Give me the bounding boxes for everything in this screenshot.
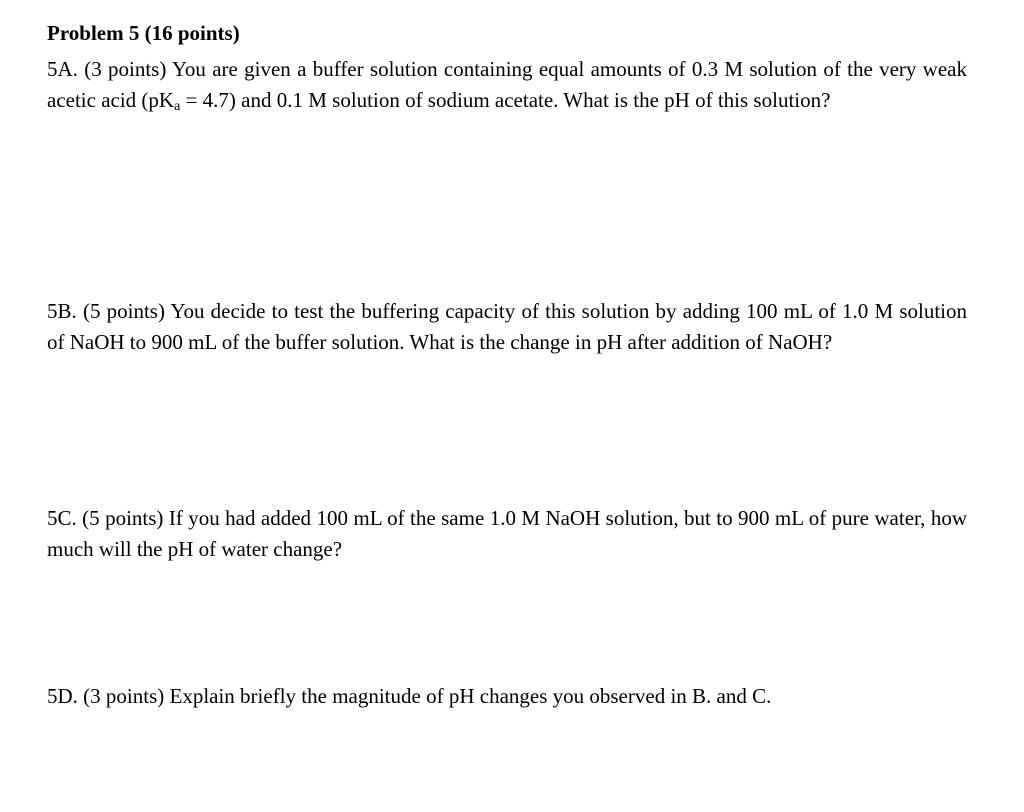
problem-5a-text-end: = 4.7) and 0.1 M solution of sodium acetate. What is the pH of this solution? [180, 88, 831, 112]
problem-5d: 5D. (3 points) Explain briefly the magnitude of pH changes you observed in B. and C. [47, 684, 772, 708]
pka-subscript: a [174, 99, 181, 114]
problem-5b: 5B. (5 points) You decide to test the buffering capacity of this solution by adding 100 mL of 1.0 M solution of NaOH to 900 mL of the buffer solution. What is the change in pH after addition of NaOH? [47, 299, 967, 354]
problem-5a [47, 54, 967, 116]
problem-5c: 5C. (5 points) If you had added 100 mL of the same 1.0 M NaOH solution, but to 900 mL of pure water, how much will the pH of water change? [47, 506, 967, 561]
problem-5a-text-start: 5A. (3 points) You are given a buffer solution containing equal amounts of 0.3 M solution of the very weak acetic acid (pK [47, 57, 967, 112]
problem-title: Problem 5 (16 points) [47, 21, 240, 45]
